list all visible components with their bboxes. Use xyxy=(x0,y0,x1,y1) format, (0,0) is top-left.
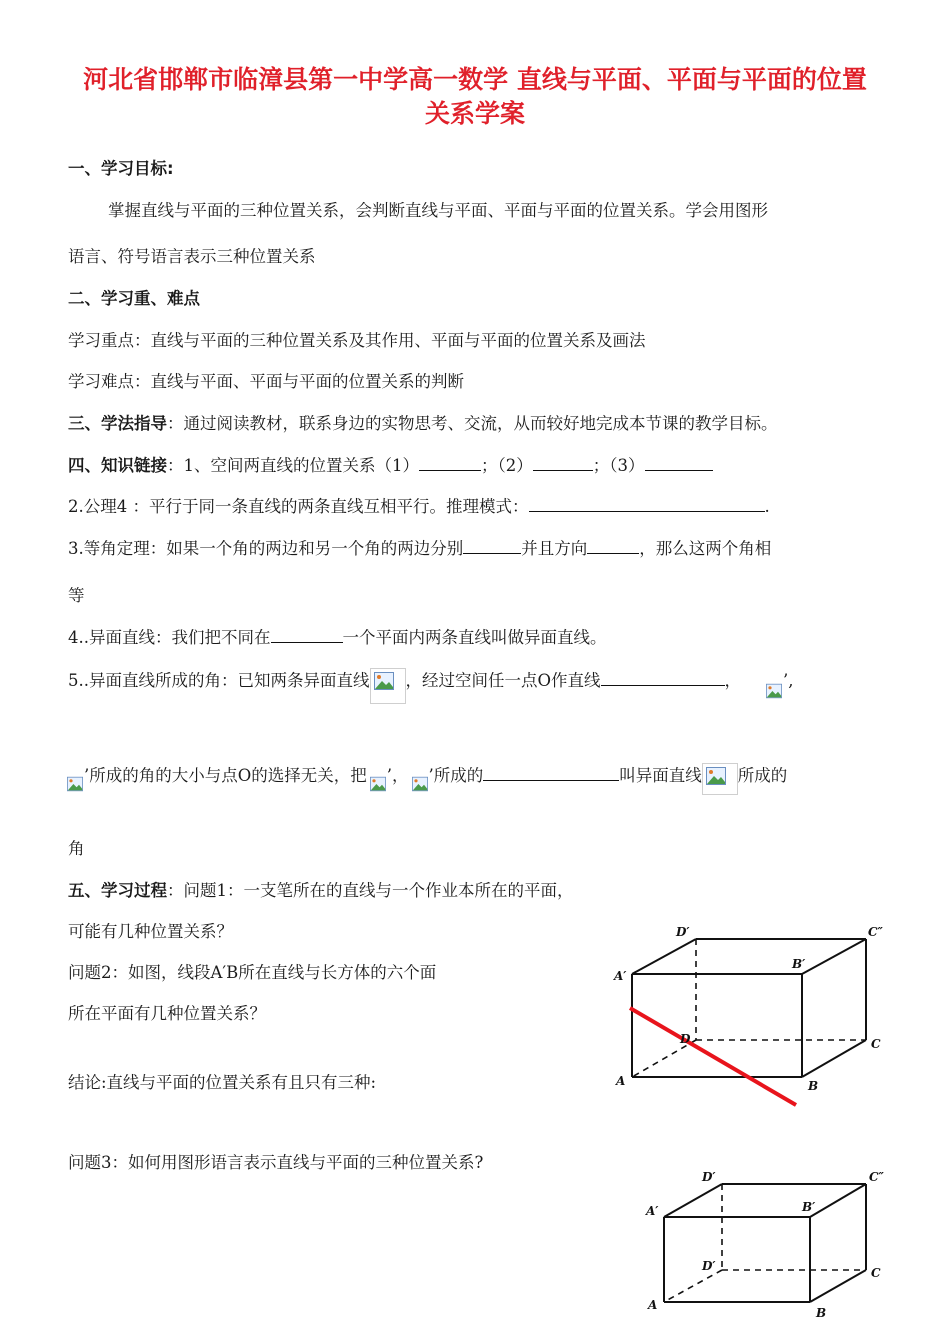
section-3-row xyxy=(68,413,778,435)
label-b-prime: B′ xyxy=(792,957,806,971)
axiom-4-text: 2.公理4 ：平行于同一条直线的两条直线互相平行。推理模式： xyxy=(68,497,529,516)
fill-blank-4[interactable] xyxy=(529,497,765,512)
conclusion-text: 结论:直线与平面的位置关系有且只有三种: xyxy=(68,1073,377,1092)
fill-blank-9[interactable] xyxy=(483,766,619,781)
question-2-text: 问题2：如图，线段A′B所在直线与长方体的六个面 xyxy=(68,963,437,982)
study-method-text: ：通过阅读教材，联系身边的实物思考、交流，从而较好地完成本节课的教学目标。 xyxy=(167,414,778,433)
label-d-prime-lower: D′ xyxy=(702,1259,716,1273)
question-1-text: ：问题1：一支笔所在的直线与一个作业本所在的平面， xyxy=(167,881,574,900)
fill-blank-7[interactable] xyxy=(271,628,343,643)
label-a-prime: A′ xyxy=(646,1204,659,1218)
label-c: C xyxy=(871,1266,881,1280)
fill-blank-5[interactable] xyxy=(463,539,521,554)
label-b-prime: B′ xyxy=(802,1200,816,1214)
broken-image-icon xyxy=(702,763,738,795)
broken-image-icon xyxy=(763,680,783,700)
skew-angle-text: 5..异面直线所成的角：已知两条异面直线 xyxy=(68,671,370,690)
section-3-heading: 三、学法指导 xyxy=(68,414,167,433)
edge xyxy=(810,1270,866,1302)
fill-blank-8[interactable] xyxy=(601,671,725,686)
broken-image-icon xyxy=(367,773,387,795)
skew-angle-text-f: ’， xyxy=(386,766,409,785)
question-2-text-b: 所在平面有几种位置关系？ xyxy=(68,1004,266,1023)
link-item-1-text: ：1、空间两直线的位置关系（1） xyxy=(167,456,419,475)
page-title-line-1: 河北省邯郸市临漳县第一中学高一数学 直线与平面、平面与平面的位置 xyxy=(83,65,867,94)
link-item-1-text-c: ；（3） xyxy=(592,456,645,475)
skew-angle-text-h: 叫异面直线 xyxy=(619,766,702,785)
broken-image-icon xyxy=(64,773,84,795)
section-4-row-3 xyxy=(68,538,771,560)
label-b: B xyxy=(808,1079,819,1093)
edge xyxy=(802,1040,866,1077)
broken-image-icon xyxy=(370,668,406,704)
section-5-row-1 xyxy=(68,880,574,902)
label-a: A xyxy=(616,1074,626,1088)
equal-angle-text-c: ，那么这两个角相 xyxy=(639,539,772,558)
label-d: D xyxy=(680,1032,691,1046)
section-4-row-6 xyxy=(64,763,787,795)
skew-angle-text-e: ’所成的角的大小与点O的选择无关，把 xyxy=(84,766,367,785)
equal-angle-text-b: 并且方向 xyxy=(521,539,588,558)
equal-angle-text: 3.等角定理：如果一个角的两边和另一个角的两边分别 xyxy=(68,539,464,558)
broken-image-icon xyxy=(409,773,429,795)
difficult-point-text: 学习难点：直线与平面、平面与平面的位置关系的判断 xyxy=(68,372,464,391)
question-3-text: 问题3：如何用图形语言表示直线与平面的三种位置关系? xyxy=(68,1153,484,1172)
label-d-prime: D′ xyxy=(676,925,690,939)
edge xyxy=(632,939,696,974)
key-point-text: 学习重点：直线与平面的三种位置关系及其作用、平面与平面的位置关系及画法 xyxy=(68,331,646,350)
page-title-line-2: 关系学案 xyxy=(424,99,525,128)
fill-blank-1[interactable] xyxy=(419,456,481,471)
skew-angle-text-b: ，经过空间任一点O作直线 xyxy=(405,671,601,690)
fill-blank-2[interactable] xyxy=(533,456,593,471)
skew-angle-text-d: ’, xyxy=(783,671,794,690)
section-4-heading: 四、知识链接 xyxy=(68,456,167,475)
edge xyxy=(664,1184,722,1217)
label-c: C xyxy=(871,1037,881,1051)
section-1-heading: 一、学习目标: xyxy=(68,159,174,178)
objective-text-2: 语言、符号语言表示三种位置关系 xyxy=(68,247,316,266)
equal-angle-text-d: 等 xyxy=(68,586,85,605)
fill-blank-3[interactable] xyxy=(645,456,713,471)
label-d-prime: D′ xyxy=(702,1170,716,1184)
skew-lines-text-b: 一个平面内两条直线叫做异面直线。 xyxy=(342,628,607,647)
label-a-prime: A′ xyxy=(614,969,627,983)
red-line xyxy=(630,1008,796,1105)
fill-blank-6[interactable] xyxy=(587,539,639,554)
hidden-edge xyxy=(664,1270,722,1302)
section-2-heading: 二、学习重、难点 xyxy=(68,289,200,308)
label-c-prime: C″ xyxy=(868,925,883,939)
skew-lines-text: 4..异面直线：我们把不同在 xyxy=(68,628,271,647)
cuboid-figure-1 xyxy=(600,922,900,1112)
label-c-prime: C″ xyxy=(869,1170,884,1184)
skew-angle-text-j: 角 xyxy=(68,839,85,858)
edge xyxy=(802,939,866,974)
skew-angle-text-c: ， xyxy=(724,671,742,690)
question-1-text-b: 可能有几种位置关系？ xyxy=(68,922,233,941)
section-4-row-4 xyxy=(68,627,607,649)
skew-angle-text-i: 所成的 xyxy=(737,766,788,785)
section-4-row-5 xyxy=(68,668,794,704)
section-4-row-1 xyxy=(68,455,713,477)
skew-angle-text-g: ’所成的 xyxy=(428,766,484,785)
cuboid-figure-2 xyxy=(640,1165,900,1320)
section-4-row-2 xyxy=(68,496,770,518)
edge xyxy=(810,1184,866,1217)
axiom-4-end: . xyxy=(764,497,770,516)
link-item-1-text-b: ；（2） xyxy=(481,456,533,475)
objective-text-1: 掌握直线与平面的三种位置关系，会判断直线与平面、平面与平面的位置关系。学会用图形 xyxy=(108,201,768,220)
label-b: B xyxy=(816,1306,827,1320)
label-a: A xyxy=(648,1298,658,1312)
section-5-heading: 五、学习过程 xyxy=(68,881,167,900)
